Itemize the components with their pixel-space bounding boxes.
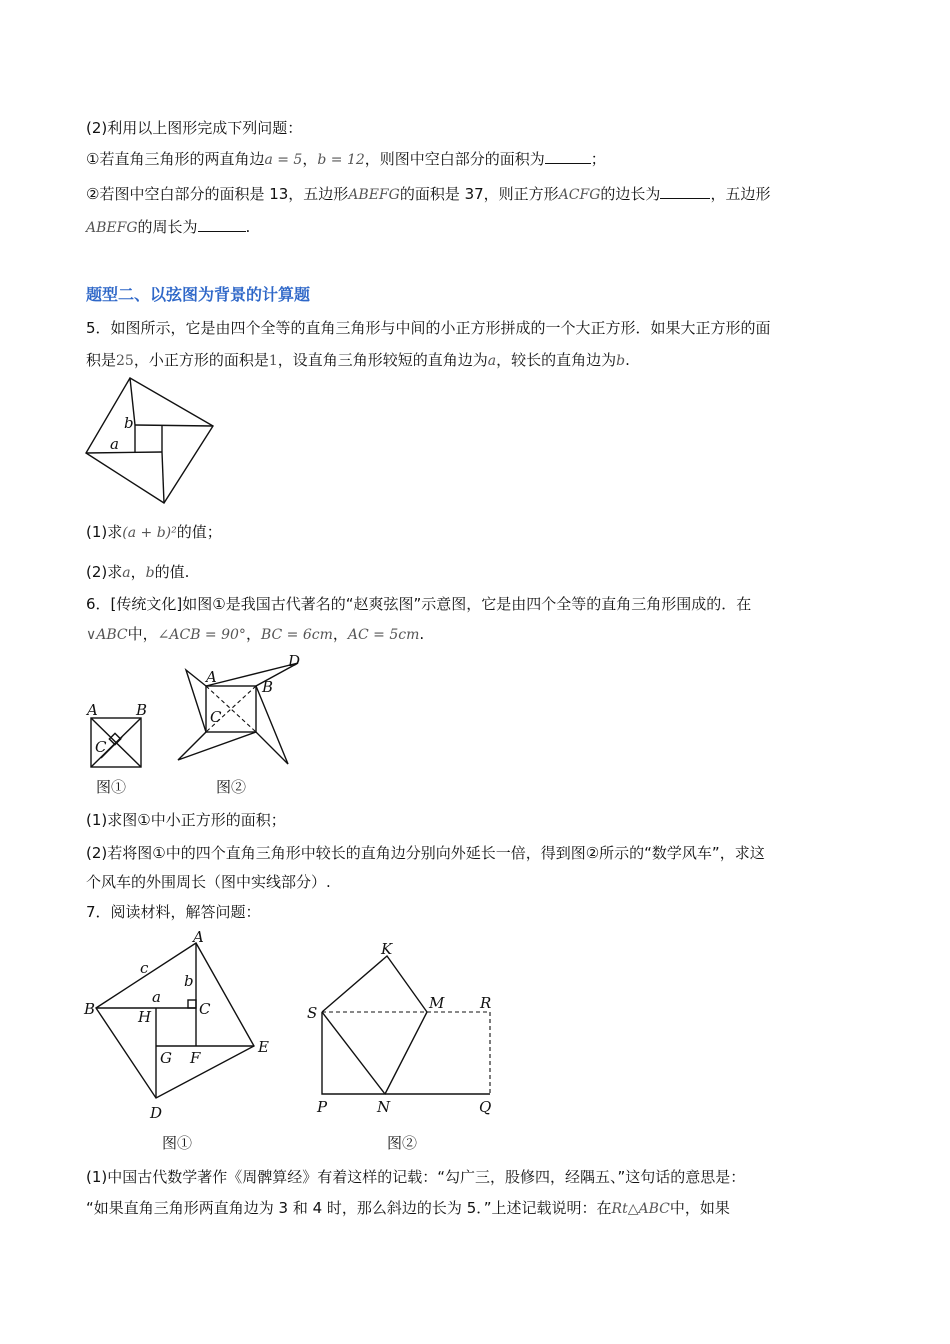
q6-f2-label-D: D	[288, 652, 301, 670]
q4-l2-text-a: ②若图中空白部分的面积是 13，五边形	[86, 185, 349, 203]
q4-l1-math-a: a = 5	[264, 152, 303, 168]
q4-answer-blank-3[interactable]	[198, 217, 246, 232]
q7-figure-2	[305, 940, 505, 1158]
q5-l2-math-a: 25	[116, 353, 134, 369]
q6-f1-label-A: A	[87, 701, 98, 719]
q4-l1-text-b: ，	[302, 150, 318, 168]
q6-l2-math-b: ∠ACB = 90°	[157, 627, 246, 643]
q6-l2-text-b: ，	[245, 625, 261, 643]
q5-p2-math-b: b	[145, 565, 155, 581]
section-heading: 题型二、以弦图为背景的计算题	[86, 285, 311, 304]
q7-f2-label-N: N	[377, 1098, 391, 1116]
q4-answer-blank-2[interactable]	[660, 184, 710, 199]
q5-p1-text-a: (1)求	[86, 523, 123, 541]
q6-l2-math-d: AC = 5cm	[347, 627, 420, 643]
q6-figure-1	[84, 700, 154, 800]
q7-f1-label-F: F	[190, 1049, 201, 1067]
q5-inner-line-3	[162, 452, 164, 503]
q6-line1: 6．[传统文化]如图①是我国古代著名的“赵爽弦图”示意图，它是由四个全等的直角三角形围成的．在	[86, 595, 752, 613]
q7-part1: (1)中国古代数学著作《周髀算经》有着这样的记载：“勾广三，股修四，经隅五、”这句话的意思是：	[86, 1168, 746, 1186]
q5-p1-math: (a + b)²	[122, 525, 177, 541]
q7-f2-label-M: M	[429, 994, 445, 1012]
q7-f1-label-C: C	[199, 1000, 211, 1018]
q7-f1-label-D: D	[150, 1104, 163, 1122]
q5-p1-text-b: 的值；	[176, 523, 222, 541]
q7-p1b-text-b: 中，如果	[669, 1199, 730, 1217]
q6-f2-label-A: A	[206, 668, 217, 686]
q6-l2-text-a: 中，	[127, 625, 158, 643]
q7-f1-right-angle-mark	[188, 1000, 196, 1008]
q4-l3-text-b: .	[245, 218, 251, 236]
q6-figure-2	[176, 652, 306, 800]
q7-f2-label-R: R	[480, 994, 492, 1012]
q6-l2-text-c: ，	[332, 625, 348, 643]
q6-l2-math-c: BC = 6cm	[260, 627, 333, 643]
q6-line2	[86, 624, 424, 645]
q4-l3-math-a: ABEFG	[86, 220, 138, 236]
q7-figure-1	[84, 928, 284, 1158]
q4-line3	[86, 217, 250, 238]
q5-line2	[86, 350, 630, 371]
q5-l2-math-c: a	[487, 353, 497, 369]
q5-part1	[86, 522, 222, 543]
q6-f2-caption: 图②	[216, 778, 247, 796]
q7-f2-label-Q: Q	[479, 1098, 492, 1116]
q5-inner-line-2	[135, 425, 213, 426]
q7-f2-pentagon	[322, 956, 427, 1094]
q5-l2-text-b: ，小正方形的面积是	[133, 351, 269, 369]
q4-l2-math-a: ABEFG	[348, 187, 400, 203]
q7-f1-label-H: H	[138, 1008, 152, 1026]
q5-line1: 5．如图所示，它是由四个全等的直角三角形与中间的小正方形拼成的一个大正方形．如果大正方形的面	[86, 319, 771, 337]
q4-l1-text-d: ；	[590, 150, 606, 168]
q5-l2-text-e: .	[625, 351, 630, 369]
q4-l2-text-b: 的面积是 37，则正方形	[399, 185, 559, 203]
q4-l2-text-c: 的边长为	[600, 185, 661, 203]
q6-f2-label-C: C	[210, 708, 222, 726]
q6-f1-label-B: B	[136, 701, 148, 719]
q5-l2-text-c: ，设直角三角形较短的直角边为	[277, 351, 488, 369]
q7-f1-label-A: A	[193, 928, 204, 946]
q6-l2-text-d: .	[419, 625, 425, 643]
q5-inner-line-4	[86, 452, 162, 453]
q4-l1-text-a: ①若直角三角形的两直角边	[86, 150, 265, 168]
q5-l2-math-b: 1	[268, 353, 278, 369]
q4-l1-math-b: b = 12	[317, 152, 365, 168]
q7-f2-label-K: K	[381, 940, 393, 958]
q7-part1-cont	[86, 1198, 730, 1219]
q7-f1-label-G: G	[160, 1049, 172, 1067]
q5-p2-text-b: ，	[130, 563, 146, 581]
q4-l3-text-a: 的周长为	[137, 218, 198, 236]
q7-f1-label-B: B	[84, 1000, 96, 1018]
q4-answer-blank-1[interactable]	[545, 149, 591, 164]
q7-f1-label-E: E	[258, 1038, 269, 1056]
q6-f2-windmill-outline	[178, 663, 298, 764]
q4-line1	[86, 149, 606, 170]
q7-f2-line-SN	[322, 1012, 385, 1094]
q7-f2-label-S: S	[307, 1004, 318, 1022]
q7-f2-label-P: P	[317, 1098, 328, 1116]
q5-l2-text-a: 积是	[86, 351, 117, 369]
q5-p2-text-a: (2)求	[86, 563, 123, 581]
q7-p1b-math: Rt△ABC	[611, 1201, 670, 1217]
q7-f1-label-a: a	[152, 988, 161, 1006]
q6-l2-math-a: ∨ABC	[86, 627, 128, 643]
q5-label-a: a	[110, 435, 119, 453]
q5-l2-text-d: ，较长的直角边为	[496, 351, 617, 369]
q5-p2-text-c: 的值.	[154, 563, 190, 581]
q5-p2-math-a: a	[122, 565, 131, 581]
q5-pinwheel-figure	[84, 375, 216, 505]
q7-p1b-text-a: “如果直角三角形两直角边为 3 和 4 时，那么斜边的长为 5．”上述记载说明：在	[86, 1199, 612, 1217]
q6-part2-cont: 个风车的外围周长（图中实线部分）.	[86, 873, 331, 891]
q7-f2-caption: 图②	[387, 1134, 418, 1152]
q7-f1-label-b: b	[184, 972, 194, 990]
q5-outer-square	[86, 378, 213, 503]
q4-line2	[86, 184, 770, 205]
q5-part2	[86, 562, 189, 583]
q4-l2-text-d: ，五边形	[710, 185, 771, 203]
q5-l2-math-d: b	[616, 353, 626, 369]
q4-l1-text-c: ，则图中空白部分的面积为	[364, 150, 545, 168]
q5-label-b: b	[124, 414, 134, 432]
q6-part2: (2)若将图①中的四个直角三角形中较长的直角边分别向外延长一倍，得到图②所示的“数学风车”，求这	[86, 844, 765, 862]
q7-line1: 7．阅读材料，解答问题：	[86, 903, 261, 921]
q6-f1-label-C: C	[95, 738, 107, 756]
q6-f1-caption: 图①	[96, 778, 127, 796]
q7-f1-caption: 图①	[162, 1134, 193, 1152]
q7-f1-label-c: c	[140, 959, 149, 977]
q7-f1-outer-square	[96, 943, 254, 1098]
q6-f2-label-B: B	[262, 678, 274, 696]
q4-l2-math-b: ACFG	[558, 187, 601, 203]
q4-part2-title: (2)利用以上图形完成下列问题：	[86, 119, 303, 137]
q6-part1: (1)求图①中小正方形的面积；	[86, 811, 286, 829]
